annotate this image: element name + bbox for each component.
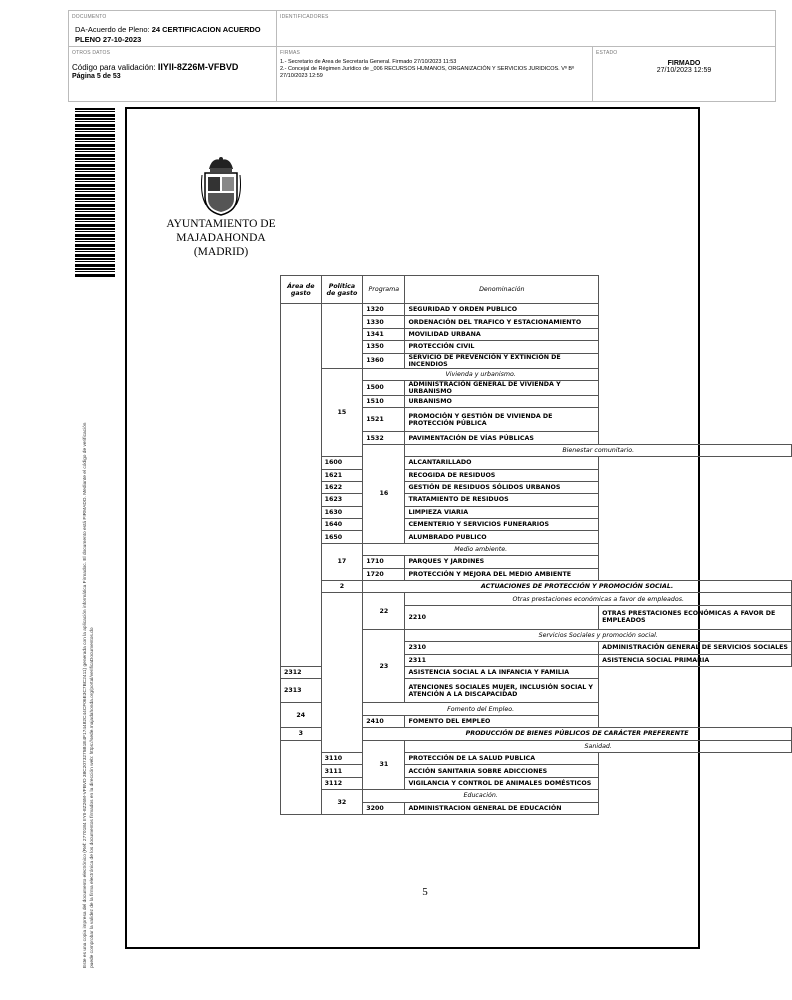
table-row: 32 Educación.	[281, 790, 792, 802]
firmas-cell	[277, 47, 593, 102]
table-row: 1623 TRATAMIENTO DE RESIDUOS	[281, 494, 792, 506]
table-row: 22 Otras prestaciones económicas a favor de empleados.	[281, 593, 792, 605]
table-row: 15 Vivienda y urbanismo.	[281, 368, 792, 380]
table-row: 2312 ASISTENCIA SOCIAL A LA INFANCIA Y FAMILIA	[281, 666, 792, 678]
otros-datos-cell	[69, 47, 277, 102]
table-row: 3 PRODUCCIÓN DE BIENES PÚBLICOS DE CARÁCTER PREFERENTE	[281, 728, 792, 740]
table-row: 2210 OTRAS PRESTACIONES ECONÓMICAS A FAVOR DE EMPLEADOS	[281, 605, 792, 629]
header-denominacion: Denominación	[405, 276, 599, 304]
estado-value: FIRMADO	[667, 60, 701, 67]
header-programa: Programa	[363, 276, 405, 304]
table-row: 3112 VIGILANCIA Y CONTROL DE ANIMALES DOMÉSTICOS	[281, 777, 792, 789]
identificadores-cell	[277, 11, 775, 47]
table-row: 2410 FOMENTO DEL EMPLEO	[281, 715, 792, 727]
table-row: 1521 PROMOCIÓN Y GESTIÓN DE VIVIENDA DE PROTECCIÓN PÚBLICA	[281, 408, 792, 432]
document-header	[68, 10, 776, 102]
table-row: 17 Medio ambiente.	[281, 543, 792, 555]
documento-title: 24 CERTIFICACION ACUERDO PLENO 27-10-2023	[75, 25, 261, 44]
table-row: 1622 GESTIÓN DE RESIDUOS SÓLIDOS URBANOS	[281, 481, 792, 493]
table-row: 1350 PROTECCIÓN CIVIL	[281, 341, 792, 353]
table-row: 1600 ALCANTARILLADO	[281, 457, 792, 469]
documento-cell	[69, 11, 277, 47]
table-row: 3111 ACCIÓN SANITARIA SOBRE ADICCIONES	[281, 765, 792, 777]
header-area: Área de gasto	[281, 276, 322, 304]
table-row: 1510 URBANISMO	[281, 395, 792, 407]
table-row: 16 Bienestar comunitario.	[281, 444, 792, 456]
firma-2: 2.- Concejal de Régimen Jurídico de _006 RECURSOS HUMANOS, ORGANIZACIÓN Y SERVICIOS JURIDICOS. Vº Bº 27/10/2023 12:59	[280, 66, 575, 79]
table-row: 2310 ADMINISTRACIÓN GENERAL DE SERVICIOS SOCIALES	[281, 642, 792, 654]
table-row: 1320 SEGURIDAD Y ORDEN PUBLICO	[281, 304, 792, 316]
barcode	[75, 108, 115, 278]
validation-code: Código para validación: IIYII-8Z26M-VFBVD	[72, 62, 239, 72]
table-row: 1720 PROTECCIÓN Y MEJORA DEL MEDIO AMBIENTE	[281, 568, 792, 580]
table-row: 24 Fomento del Empleo.	[281, 703, 792, 715]
table-row: 1630 LIMPIEZA VIARIA	[281, 506, 792, 518]
table-row: 2 ACTUACIONES DE PROTECCIÓN Y PROMOCIÓN SOCIAL.	[281, 581, 792, 593]
page-number: 5	[422, 886, 428, 898]
table-row: 3110 PROTECCIÓN DE LA SALUD PUBLICA	[281, 752, 792, 764]
table-row: 1621 RECOGIDA DE RESIDUOS	[281, 469, 792, 481]
table-row: 1532 PAVIMENTACIÓN DE VÍAS PÚBLICAS	[281, 432, 792, 444]
table-row: 2313 ATENCIONES SOCIALES MUJER, INCLUSIÓN SOCIAL Y ATENCIÓN A LA DISCAPACIDAD	[281, 679, 792, 703]
identificadores-label: IDENTIFICADORES	[280, 14, 329, 20]
table-row: 1650 ALUMBRADO PUBLICO	[281, 531, 792, 543]
municipality-name: AYUNTAMIENTO DE MAJADAHONDA (MADRID)	[166, 218, 276, 258]
table-row: 1500 ADMINISTRACIÓN GENERAL DE VIVIENDA Y URBANISMO	[281, 380, 792, 395]
estado-cell	[593, 47, 775, 102]
documento-value: DA-Acuerdo de Pleno: 24 CERTIFICACION ACUERDO PLENO 27-10-2023	[75, 25, 261, 44]
otros-datos-label: OTROS DATOS	[72, 50, 111, 56]
firmas-label: FIRMAS	[280, 50, 301, 56]
side-validation-text: Este es una copia impresa del documento electrónico (Ref: 2770184 IIYII-8Z26M-VFBVD 38C2073275B1E4F174482C44CF06E3C7BC2411) generada con la aplicación informática Firmadoc. El documento está FIRMADO. Mediante el código de verificación puede comprobar la validez de la firma electrónica de los documentos firmados en la dirección web: https://sede.majadahonda.org/portal/verificaDocumentos.do	[83, 422, 95, 968]
table-row: 1341 MOVILIDAD URBANA	[281, 328, 792, 340]
table-row: 23 Servicios Sociales y promoción social.	[281, 629, 792, 641]
coat-of-arms-icon	[200, 155, 242, 217]
table-row: 2311 ASISTENCIA SOCIAL PRIMARIA	[281, 654, 792, 666]
firma-1: 1.- Secretario de Area de Secretaría General. Firmado 27/10/2023 11:53	[280, 59, 457, 65]
table-row: 1360 SERVICIO DE PREVENCIÓN Y EXTINCIÓN DE INCENDIOS	[281, 353, 792, 368]
table-row: 1330 ORDENACIÓN DEL TRAFICO Y ESTACIONAMIENTO	[281, 316, 792, 328]
documento-label: DOCUMENTO	[72, 14, 107, 20]
table-row: 1640 CEMENTERIO Y SERVICIOS FUNERARIOS	[281, 519, 792, 531]
budget-classification-table	[280, 275, 792, 815]
table-row: 3200 ADMINISTRACION GENERAL DE EDUCACIÓN	[281, 802, 792, 814]
estado-date: 27/10/2023 12:59	[656, 67, 712, 74]
page-count: Página 5 de 53	[72, 73, 121, 80]
table-row: 1710 PARQUES Y JARDINES	[281, 556, 792, 568]
table-row: 31 Sanidad.	[281, 740, 792, 752]
header-politica: Política de gasto	[321, 276, 363, 304]
table-header	[281, 276, 792, 304]
estado-label: ESTADO	[596, 50, 618, 56]
